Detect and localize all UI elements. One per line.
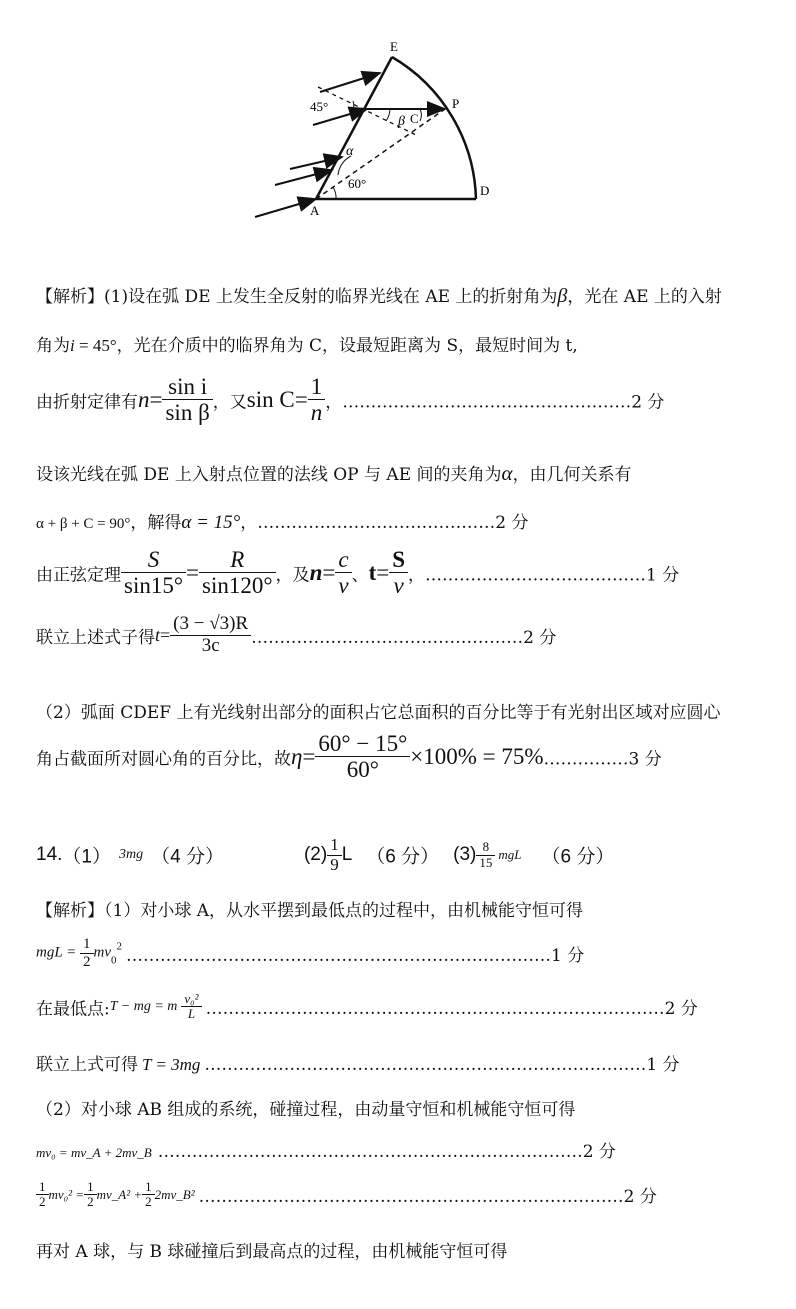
numerator: (3 − √3)R — [170, 614, 251, 636]
text: 由折射定律有 — [36, 392, 138, 413]
equation-part: mv₀² = — [48, 1186, 85, 1202]
equals: = — [186, 559, 200, 585]
equals: = — [376, 559, 390, 585]
equation: = 45° — [74, 336, 117, 355]
numerator: S — [121, 547, 186, 573]
text: （2）弧面 CDEF 上有光线射出部分的面积占它总面积的百分比等于有光射出区域对应圆心 — [36, 703, 721, 723]
q13-line-6 — [36, 547, 679, 599]
symbol-eta: η — [291, 743, 303, 769]
q14-step-1 — [36, 896, 583, 921]
numerator: 1 — [36, 1180, 49, 1195]
q14-answers — [36, 836, 614, 874]
q14-eq-3 — [36, 1050, 680, 1075]
denominator: 9 — [330, 854, 339, 874]
fraction-half — [36, 1180, 49, 1210]
incident-ray-5 — [255, 199, 316, 217]
text: ，光在介质中的临界角为 C，设最短距离为 S，最短时间为 t, — [116, 336, 578, 356]
label-C: C — [410, 111, 419, 126]
denominator: 3c — [201, 634, 220, 656]
denominator: 2 — [39, 1194, 46, 1210]
fraction-critical — [308, 374, 326, 426]
separator: 、 — [351, 565, 369, 586]
answer-2-label: (2) — [303, 844, 328, 866]
numerator: 8 — [476, 840, 495, 855]
denominator: v — [338, 573, 349, 599]
denominator: sin β — [165, 400, 210, 426]
denominator: 2 — [87, 1194, 94, 1210]
label-A: A — [310, 203, 320, 218]
text: ，解得 — [130, 513, 182, 533]
symbol-alpha: α — [501, 461, 513, 485]
angle-arc-60 — [333, 187, 336, 199]
fraction-S — [121, 547, 186, 599]
text: 角占截面所对圆心角的百分比，故 — [36, 749, 291, 770]
q13-line-4 — [36, 460, 632, 486]
optics-figure — [240, 35, 510, 235]
equation-part: 2mv_B² — [154, 1186, 195, 1202]
fraction-snell — [162, 374, 212, 426]
equation: α + β + C = 90° — [36, 516, 131, 532]
result: ×100% = 75% — [410, 743, 544, 769]
q13-line-3 — [36, 374, 664, 426]
equals: = — [322, 559, 336, 585]
q13-line-2 — [36, 331, 578, 356]
q13-line-9 — [36, 731, 662, 783]
answer-2-unit: L — [341, 844, 353, 866]
q13-line-1 — [36, 282, 722, 308]
symbol-t: t — [368, 559, 377, 585]
equation: mv₀ = mv_A + 2mv_B — [36, 1145, 152, 1160]
angle-arc-C — [420, 109, 421, 121]
equals: = — [302, 743, 316, 769]
numerator: S — [389, 547, 408, 573]
text: 【解析】（1）对小球 A，从水平摆到最低点的过程中，由机械能守恒可得 — [36, 901, 583, 921]
q14-eq-4 — [36, 1137, 616, 1162]
solution-heading: 【解析】 — [36, 287, 104, 307]
numerator: 1 — [308, 374, 326, 400]
fraction-half — [84, 1180, 97, 1210]
numerator: 1 — [142, 1180, 155, 1195]
question-number: 14. — [36, 844, 63, 866]
solution-alpha: α = 15° — [181, 512, 241, 533]
points-leader: …………………………………………………………………1 分 — [126, 945, 585, 966]
points-leader: ，……………………………………………2 分 — [325, 392, 665, 413]
label-45: 45° — [310, 99, 329, 114]
q13-line-8 — [36, 698, 720, 723]
equation-part: mv_A² + — [96, 1186, 143, 1202]
answer-2-fraction — [327, 836, 342, 874]
denominator: 60° — [346, 757, 379, 783]
text: 再对 A 球，与 B 球碰撞后到最高点的过程，由机械能守恒可得 — [36, 1242, 508, 1262]
equals: = — [160, 624, 171, 645]
text: 设该光线在弧 DE 上入射点位置的法线 OP 与 AE 间的夹角为 — [36, 465, 502, 485]
denominator: 2 — [145, 1194, 152, 1210]
text: 角为 — [36, 336, 70, 356]
label-E: E — [390, 39, 398, 54]
equation-left: mgL = — [36, 944, 81, 961]
label-beta: β — [398, 114, 405, 129]
answer-3-label: (3) — [453, 844, 477, 866]
q14-eq-2 — [36, 992, 698, 1022]
symbol-beta: β — [557, 285, 568, 307]
text: （2）对小球 AB 组成的系统，碰撞过程，由动量守恒和机械能守恒可得 — [36, 1100, 576, 1120]
q14-step-3 — [36, 1237, 507, 1262]
label-60: 60° — [348, 176, 367, 191]
denominator: 2 — [83, 953, 91, 970]
fraction-eta — [315, 731, 410, 783]
points-leader: ……………………………………………………………………1 分 — [204, 1055, 680, 1075]
points-leader: …………………………………………………………………2 分 — [157, 1142, 616, 1162]
fraction-half — [142, 1180, 155, 1210]
text: (1)设在弧 DE 上发生全反射的临界光线在 AE 上的折射角为 — [104, 287, 558, 307]
denominator: v — [393, 573, 404, 599]
numerator: 1 — [327, 836, 342, 856]
points-leader: ，…………………………………1 分 — [408, 565, 680, 586]
symbol-n: n — [138, 386, 150, 412]
fraction-half — [80, 936, 94, 970]
equals: = — [294, 386, 308, 412]
denominator: 15 — [479, 854, 493, 870]
numerator: v₀² — [181, 992, 201, 1007]
fraction-R — [199, 547, 276, 599]
text: ，及 — [275, 565, 310, 586]
points-leader: ，……………………………………2 分 — [240, 513, 529, 533]
text: 联立上述式子得 — [36, 627, 155, 648]
points-leader: ………………………………………………………………………2 分 — [205, 999, 698, 1020]
q13-line-5 — [36, 508, 529, 534]
text: ，由几何关系有 — [512, 465, 632, 485]
denominator: L — [187, 1006, 196, 1022]
superscript: 2 — [116, 940, 123, 953]
answer-3-fraction — [476, 840, 495, 870]
answer-3-points: （6 分） — [541, 846, 615, 868]
fraction-Sv — [389, 547, 408, 599]
text: 在最低点: — [36, 999, 110, 1020]
numerator: R — [199, 547, 276, 573]
answer-1-label: （1） — [62, 846, 111, 868]
denominator: sin15° — [124, 573, 184, 599]
equation: T − mg = m — [109, 998, 178, 1014]
numerator: c — [335, 547, 351, 573]
text: 由正弦定理 — [36, 565, 121, 586]
label-P: P — [452, 96, 460, 111]
answer-3-unit: mgL — [498, 847, 522, 863]
text: ，又 — [212, 392, 247, 413]
normal-OP — [316, 109, 445, 199]
fraction-centripetal — [181, 992, 201, 1022]
fraction-cv — [335, 547, 351, 599]
points-leader: ……………3 分 — [543, 749, 662, 770]
denominator: sin120° — [202, 573, 273, 599]
label-D: D — [480, 183, 490, 198]
denominator: n — [310, 400, 323, 426]
text: 联立上式可得 — [36, 1055, 138, 1075]
answer-1-value: 3mg — [119, 847, 144, 863]
equation-right: mv — [93, 944, 112, 961]
numerator: 60° − 15° — [315, 731, 410, 757]
numerator: 1 — [80, 936, 94, 954]
q14-eq-1 — [36, 936, 584, 970]
subscript: 0 — [111, 954, 117, 967]
points-leader: …………………………………………2 分 — [251, 627, 557, 648]
symbol-i: i — [70, 336, 75, 355]
symbol-t: t — [155, 624, 161, 645]
symbol-n: n — [309, 559, 323, 585]
angle-arc-beta — [386, 109, 390, 121]
sinC: sin C — [246, 386, 295, 412]
answer-1-points: （4 分） — [151, 846, 224, 868]
numerator: 1 — [84, 1180, 97, 1195]
fraction-time — [170, 614, 251, 657]
answer-2-points: （6 分） — [366, 846, 440, 868]
q13-line-7 — [36, 614, 556, 657]
numerator: sin i — [162, 374, 212, 400]
points-leader: …………………………………………………………………2 分 — [198, 1187, 657, 1208]
q14-eq-5 — [36, 1180, 657, 1210]
q14-step-2 — [36, 1095, 575, 1120]
equals: = — [149, 386, 163, 412]
incident-ray-1 — [320, 73, 380, 92]
label-alpha: α — [346, 144, 354, 159]
text: ，光在 AE 上的入射 — [567, 287, 722, 307]
equation: T = 3mg — [142, 1055, 201, 1074]
